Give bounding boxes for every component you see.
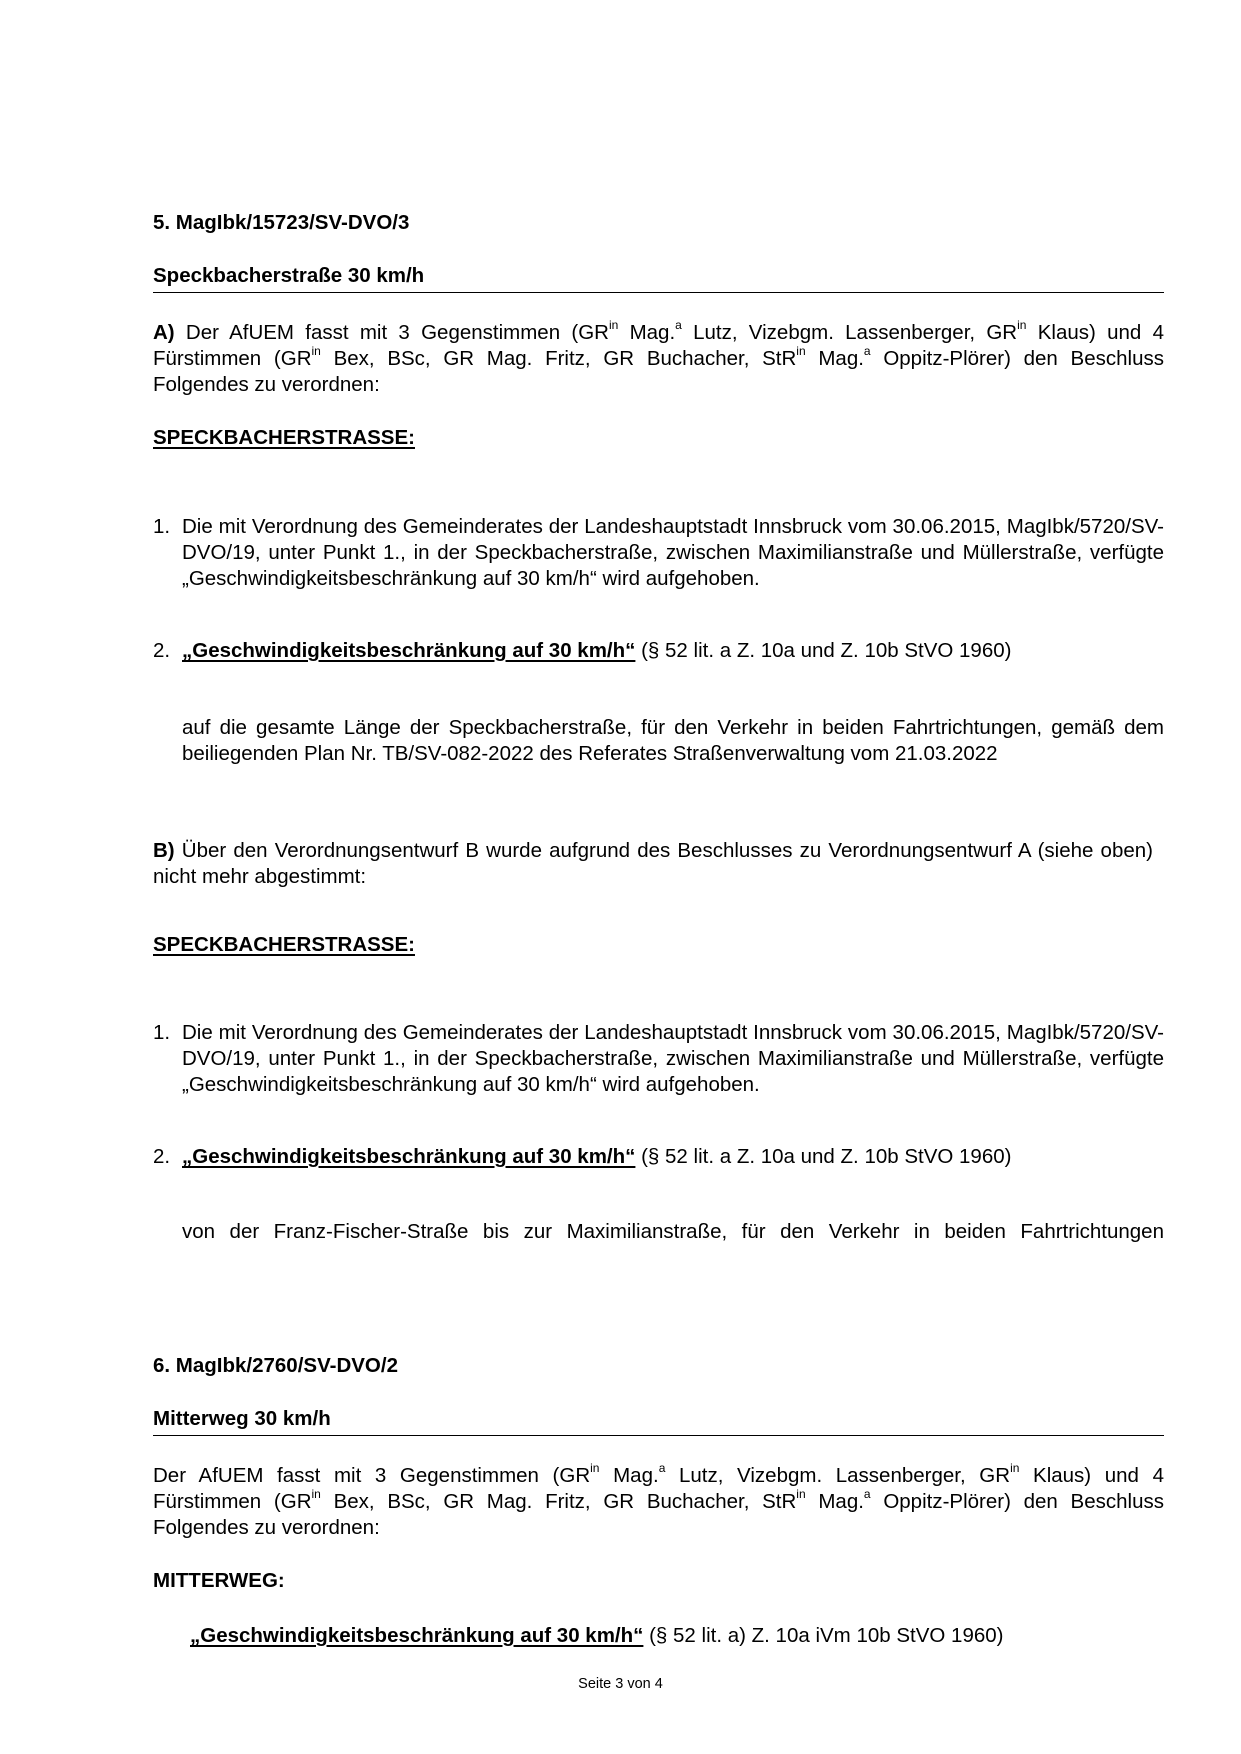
limit-ref: (§ 52 lit. a) Z. 10a iVm 10b StVO 1960)	[643, 1624, 1004, 1647]
list-number: 2.	[153, 1145, 171, 1168]
sup: in	[608, 318, 619, 333]
sup: in	[796, 344, 806, 359]
text: Mag.	[599, 1464, 659, 1487]
section-6-subheading: Mitterweg 30 km/h	[153, 1407, 331, 1430]
section-5-rule	[153, 292, 1164, 293]
list-number: 1.	[153, 1021, 171, 1044]
street-heading-1: SPECKBACHERSTRASSE:	[153, 426, 415, 449]
list-text	[182, 638, 1164, 664]
sup: in	[1017, 318, 1027, 333]
text: Lutz, Vizebgm. Lassenberger, GR	[665, 1464, 1011, 1487]
list-item-1	[153, 514, 1164, 592]
list-item-2	[153, 638, 1164, 664]
text: Der AfUEM fasst mit 3 Gegenstimmen (GR	[153, 1464, 591, 1487]
limit-title: „Geschwindigkeitsbeschränkung auf 30 km/h“	[182, 639, 636, 662]
list-text: Die mit Verordnung des Gemeinderates der Landeshauptstadt Innsbruck vom 30.06.2015, MagIbk/5720/SV-DVO/19, unter Punkt 1., in der Speckbacherstraße, zwischen Maximilianstraße und Müllerstraße, verfügte „Geschwindigkeitsbeschränkung auf 30 km/h“ wird aufgehoben.	[182, 515, 1164, 590]
sup: in	[1010, 1461, 1020, 1476]
sup: a	[863, 344, 871, 359]
limit-ref: (§ 52 lit. a Z. 10a und Z. 10b StVO 1960)	[635, 1145, 1012, 1168]
list-desc: auf die gesamte Länge der Speckbacherstraße, für den Verkehr in beiden Fahrtrichtungen, gemäß dem beiliegenden Plan Nr. TB/SV-082-2022 des Referates Straßenverwaltung vom 21.03.2022	[182, 716, 1164, 765]
list-text	[182, 1144, 1164, 1170]
text: Mag.	[618, 321, 676, 344]
street-heading-mitterweg: MITTERWEG:	[153, 1569, 285, 1592]
text: Oppitz-Plörer) den Beschluss Folgendes zu verordnen:	[153, 1490, 1164, 1539]
page-number: Seite 3 von 4	[578, 1676, 663, 1692]
list-item-2-desc	[153, 715, 1164, 767]
sup: a	[675, 318, 682, 333]
section-6-decision	[153, 1463, 1164, 1541]
list-number: 2.	[153, 639, 171, 662]
text: Bex, BSc, GR Mag. Fritz, GR Buchacher, StR	[320, 347, 797, 370]
label-a: A)	[153, 321, 175, 344]
list-item-3	[153, 1020, 1164, 1098]
sup: in	[590, 1461, 600, 1476]
list-item-4-desc	[153, 1219, 1164, 1245]
section-5-heading: 5. MagIbk/15723/SV-DVO/3	[153, 211, 410, 234]
list-number: 1.	[153, 515, 171, 538]
text: Mag.	[805, 1490, 864, 1513]
text: Klaus) und 4 Fürstimmen (GR	[153, 1464, 1164, 1513]
list-text: Die mit Verordnung des Gemeinderates der Landeshauptstadt Innsbruck vom 30.06.2015, MagIbk/5720/SV-DVO/19, unter Punkt 1., in der Speckbacherstraße, zwischen Maximilianstraße und Müllerstraße, verfügte „Geschwindigkeitsbeschränkung auf 30 km/h“ wird aufgehoben.	[182, 1021, 1164, 1096]
text: Mag.	[805, 347, 864, 370]
label-b: B)	[153, 839, 175, 862]
street-heading-2: SPECKBACHERSTRASSE:	[153, 933, 415, 956]
sup: in	[796, 1487, 806, 1502]
section-5-subheading: Speckbacherstraße 30 km/h	[153, 264, 425, 287]
limit-title: „Geschwindigkeitsbeschränkung auf 30 km/h“	[182, 1145, 636, 1168]
section-6-rule	[153, 1435, 1164, 1436]
text: Lutz, Vizebgm. Lassenberger, GR	[681, 321, 1018, 344]
text: Der AfUEM fasst mit 3 Gegenstimmen (GR	[174, 321, 609, 344]
sup: in	[311, 344, 321, 359]
list-desc: von der Franz-Fischer-Straße bis zur Maximilianstraße, für den Verkehr in beiden Fahrtrichtungen	[182, 1220, 1164, 1243]
text: Oppitz-Plörer) den Beschluss Folgendes zu verordnen:	[153, 347, 1164, 396]
section-5-decision-b	[153, 838, 1153, 890]
mitterweg-limit	[190, 1623, 1164, 1649]
text: Klaus) und 4 Fürstimmen (GR	[153, 321, 1164, 370]
list-item-4	[153, 1144, 1164, 1170]
section-6-heading: 6. MagIbk/2760/SV-DVO/2	[153, 1354, 398, 1377]
sup: a	[658, 1461, 666, 1476]
sup: a	[863, 1487, 871, 1502]
limit-ref: (§ 52 lit. a Z. 10a und Z. 10b StVO 1960)	[635, 639, 1012, 662]
text: Über den Verordnungsentwurf B wurde aufgrund des Beschlusses zu Verordnungsentwurf A (siehe oben) nicht mehr abgestimmt:	[153, 839, 1153, 888]
limit-title: „Geschwindigkeitsbeschränkung auf 30 km/h“	[190, 1624, 644, 1647]
sup: in	[311, 1487, 321, 1502]
text: Bex, BSc, GR Mag. Fritz, GR Buchacher, StR	[320, 1490, 797, 1513]
section-5-decision-a	[153, 320, 1164, 398]
